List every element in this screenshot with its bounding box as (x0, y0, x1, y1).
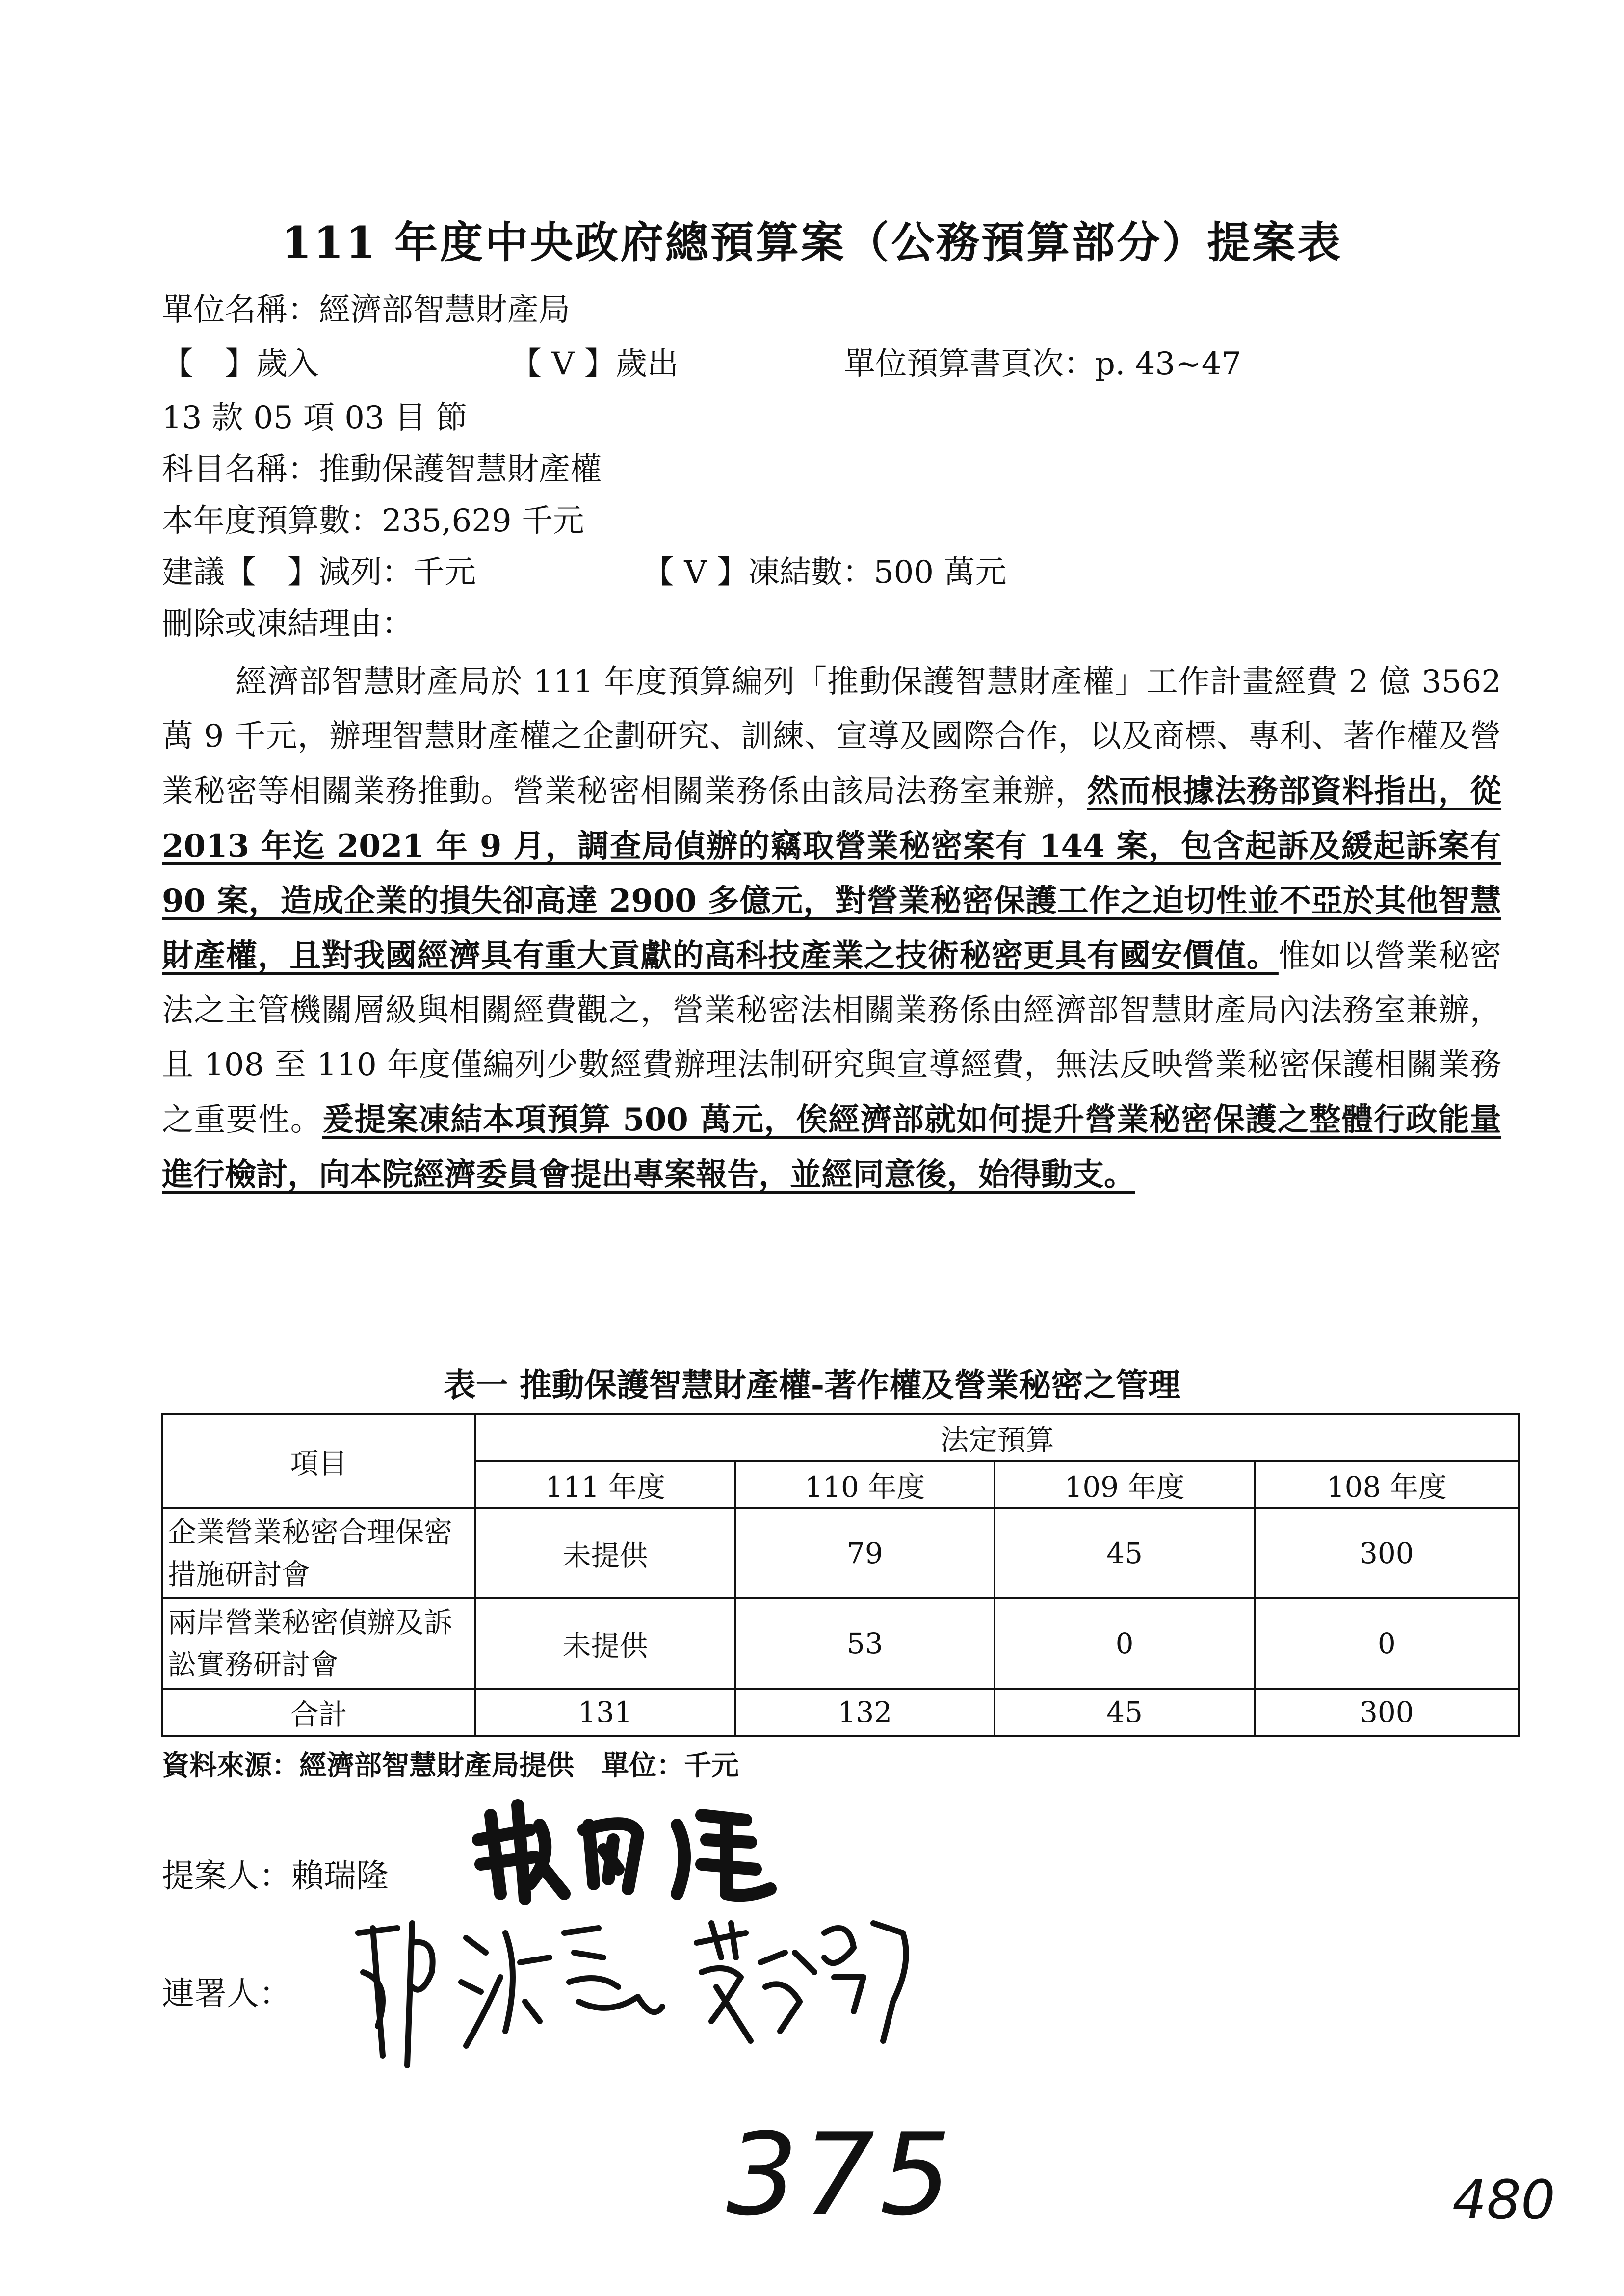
table-cell: 300 (1255, 1508, 1519, 1598)
row-item: 企業營業秘密合理保密措施研討會 (162, 1508, 475, 1598)
table-cell: 79 (735, 1508, 995, 1598)
group-header: 法定預算 (475, 1414, 1519, 1461)
unit-name: 單位名稱：經濟部智慧財產局 (162, 292, 570, 328)
folio-number: 480 (1452, 2168, 1555, 2231)
table-cell: 0 (995, 1598, 1254, 1689)
page-title: 111 年度中央政府總預算案（公務預算部分）提案表 (281, 217, 1343, 268)
cosigner-signature-2 (687, 1904, 922, 2061)
freeze-proposal: 【 V 】凍結數：500 萬元 (643, 554, 1007, 591)
table-cell: 0 (1255, 1598, 1519, 1689)
page-number: 375 (726, 2110, 956, 2241)
reason-highlight-2: 爰提案凍結本項預算 500 萬元，俟經濟部就如何提升營業秘密保護之整體行政能量進行檢討，向本院經濟委員會提出專案報告，並經同意後，始得動支。 (162, 1101, 1502, 1193)
budget-table (161, 1413, 1520, 1737)
total-cell: 131 (475, 1689, 735, 1736)
table-cell: 未提供 (475, 1508, 735, 1598)
total-cell: 132 (735, 1689, 995, 1736)
cosigner-label: 連署人： (162, 1975, 291, 2012)
proposer-label: 提案人：賴瑞隆 (162, 1857, 389, 1895)
row-item: 兩岸營業秘密偵辦及訴訟實務研討會 (162, 1598, 475, 1689)
budget-amount: 本年度預算數：235,629 千元 (162, 503, 584, 539)
table-cell: 未提供 (475, 1598, 735, 1689)
subject-name: 科目名稱：推動保護智慧財產權 (162, 451, 602, 488)
year-header: 109 年度 (995, 1461, 1254, 1508)
year-header: 108 年度 (1255, 1461, 1519, 1508)
item-header: 項目 (162, 1414, 475, 1508)
total-label: 合計 (162, 1689, 475, 1736)
total-cell: 300 (1255, 1689, 1519, 1736)
reason-text-2: 惟如以營業秘密法之主管機關層級與相關經費觀之，營業秘密法相關業務係由經濟部智慧財產局內法務室兼辦，且 108 至 110 年度僅編列少數經費辦理法制研究與宣導經費，無法反映營業秘密保護相關業務之重要性。 (162, 938, 1502, 1138)
proposer-signature (471, 1796, 785, 1908)
year-header: 111 年度 (475, 1461, 735, 1508)
table-caption: 表一 推動保護智慧財產權-著作權及營業秘密之管理 (443, 1366, 1181, 1404)
section-code: 13 款 05 項 03 目 節 (162, 400, 468, 436)
budget-page-reference: 單位預算書頁次：p. 43~47 (844, 346, 1242, 382)
total-row (162, 1689, 1519, 1736)
reason-text-1: 經濟部智慧財產局於 111 年度預算編列「推動保護智慧財產權」工作計畫經費 2 億 3562 萬 9 千元，辦理智慧財產權之企劃研究、訓練、宣導及國際合作，以及商標、專利、著作權及營業秘密等相關業務推動。營業秘密相關業務係由該局法務室兼辦， (162, 664, 1501, 809)
year-header: 110 年度 (735, 1461, 995, 1508)
expenditure-checkbox: 【 V 】歲出 (510, 346, 679, 382)
table-row (162, 1598, 1519, 1689)
table-row (162, 1508, 1519, 1598)
reason-paragraph (162, 655, 1501, 1202)
total-cell: 45 (995, 1689, 1254, 1736)
revenue-checkbox: 【 】歲入 (162, 346, 319, 382)
cosigner-signature-1 (343, 1904, 667, 2090)
source-note: 資料來源：經濟部智慧財產局提供 單位：千元 (162, 1749, 739, 1782)
table-cell: 53 (735, 1598, 995, 1689)
table-header-row (162, 1414, 1519, 1461)
reason-label: 刪除或凍結理由： (162, 606, 413, 642)
reason-highlight-1: 然而根據法務部資料指出，從 2013 年迄 2021 年 9 月，調查局偵辦的竊取營業秘密案有 144 案，包含起訴及緩起訴案有 90 案，造成企業的損失卻高達 2900 多億元，對營業秘密保護工作之迫切性並不亞於其他智慧財產權，且對我國經濟具有重大貢獻的高科技產業之技術秘密更具有國安價值。 (162, 773, 1502, 974)
table-cell: 45 (995, 1508, 1254, 1598)
cut-proposal: 建議【 】減列：千元 (162, 554, 476, 591)
